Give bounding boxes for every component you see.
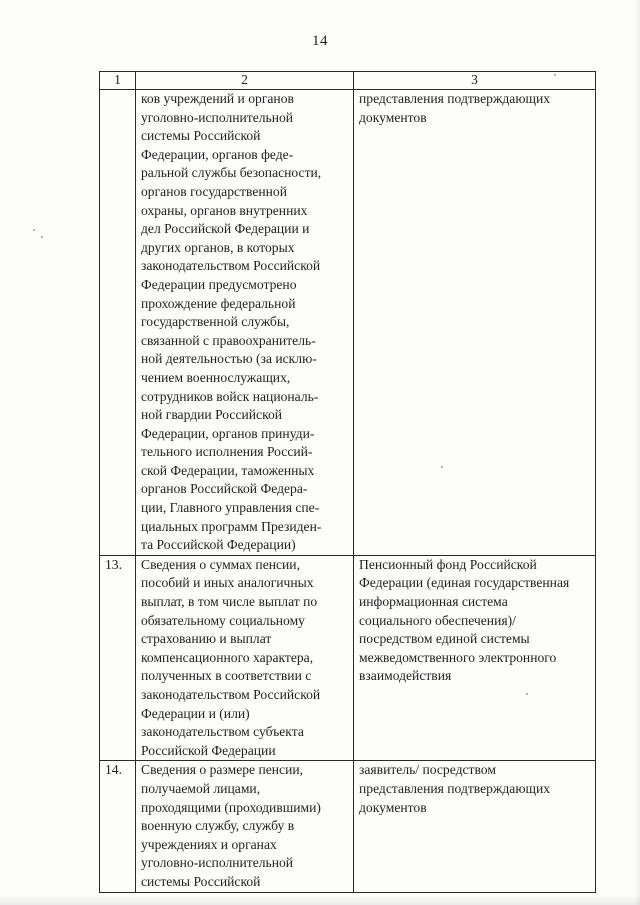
header-col-3: 3 bbox=[354, 72, 596, 90]
page-number: 14 bbox=[312, 33, 328, 49]
table-header bbox=[100, 72, 596, 90]
row-number: 13. bbox=[100, 555, 136, 761]
row-info-text: Сведения о суммах пенсии, пособий и иных аналогичных выплат, в том числе выплат по обязательному социальному страхованию и выплат компенсационного характера, полученных в соответствии с законодательством Российской Федерации и (или) законодательством субъекта Российской Федерации bbox=[141, 556, 321, 758]
document-table bbox=[99, 71, 596, 893]
scan-speck bbox=[554, 74, 556, 76]
row-source-cell bbox=[354, 555, 596, 761]
scan-speck bbox=[33, 229, 35, 231]
row-info-text: ков учреждений и органов уголовно-исполнительной системы Российской Федерации, органов феде- ральной службы безопасности, органов государственной охраны, органов внутренних дел Российской Федерации и других органов, в которых законодательством Российской Федерации предусмотрено прохождение федеральной государственной службы, связанной с правоохранитель- ной деятельностью (за исклю- чением военнослужащих, сотрудников войск националь- ной гвардии Российской Федерации, органов принуди- тельного исполнения Россий- ской Федерации, таможенных органов Российской Федера- ции, Главного управления спе- циальных программ Президен- та Российской Федерации) bbox=[141, 91, 322, 553]
row-number bbox=[100, 90, 136, 556]
row-info-cell bbox=[136, 90, 354, 556]
table-row bbox=[100, 90, 596, 556]
header-col-1: 1 bbox=[100, 72, 136, 90]
row-number: 14. bbox=[100, 761, 136, 892]
table-body bbox=[100, 90, 596, 893]
header-row bbox=[100, 72, 596, 90]
row-info-cell bbox=[136, 761, 354, 892]
row-source-text: представления подтверждающих документов bbox=[359, 91, 551, 125]
scan-bottom-shadow bbox=[0, 895, 640, 905]
row-source-cell bbox=[354, 90, 596, 556]
row-info-text: Сведения о размере пенсии, получаемой лицами, проходящими (проходившими) военную службу, службу в учреждениях и органах уголовно-исполнительной системы Российской bbox=[141, 762, 321, 889]
row-source-text: заявитель/ посредством представления подтверждающих документов bbox=[359, 762, 551, 815]
scan-speck bbox=[41, 236, 43, 238]
row-info-cell bbox=[136, 555, 354, 761]
scan-speck bbox=[526, 693, 528, 695]
scan-edge-shadow bbox=[634, 0, 640, 905]
row-source-cell bbox=[354, 761, 596, 892]
scan-speck bbox=[441, 466, 443, 468]
row-source-text: Пенсионный фонд Российской Федерации (единая государственная информационная система социального обеспечения)/ посредством единой системы межведомственного электронного взаимодействия bbox=[359, 556, 570, 684]
header-col-2: 2 bbox=[136, 72, 354, 90]
table-row bbox=[100, 555, 596, 761]
table-row bbox=[100, 761, 596, 892]
